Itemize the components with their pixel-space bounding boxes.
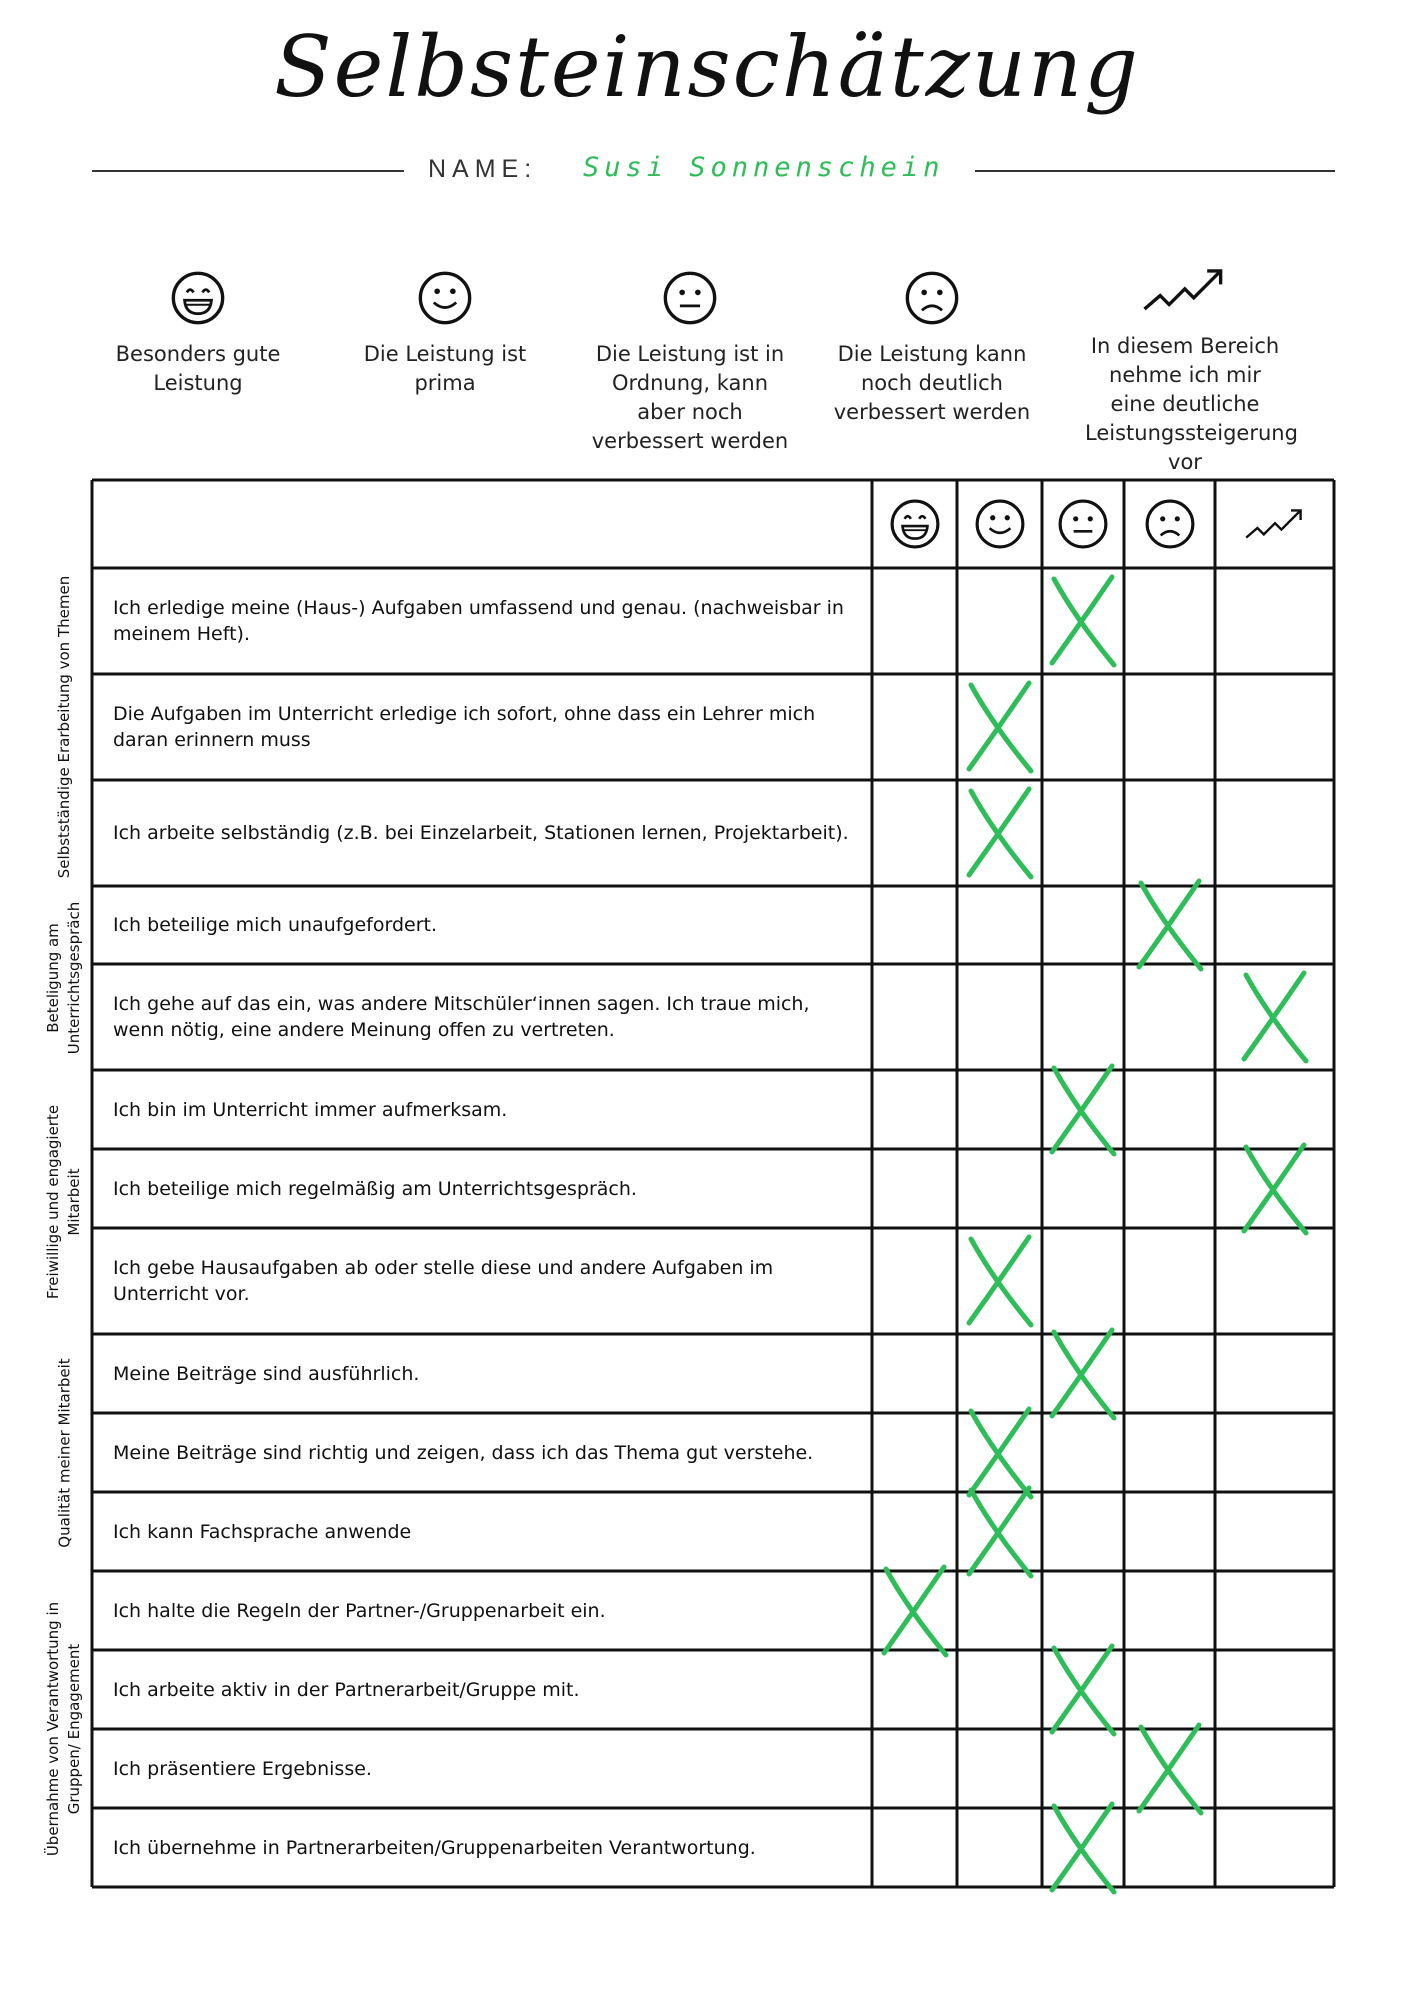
category-label: Qualität meiner Mitarbeit: [54, 1357, 73, 1548]
trend-up-icon: [1243, 504, 1307, 548]
name-rule-right: [975, 170, 1335, 172]
category-label: Beteligung am Unterrichtsgespräch: [44, 901, 83, 1055]
smile-icon: [345, 270, 545, 334]
check-mark[interactable]: [1133, 1721, 1207, 1821]
sad-face-icon: [1144, 498, 1196, 554]
legend-label: Besonders gute Leistung: [115, 342, 281, 395]
name-rule-left: [92, 170, 404, 172]
criterion-text: Die Aufgaben im Unterricht erledige ich sofort, ohne dass ein Lehrer mich daran erinnern muss: [113, 703, 816, 751]
legend-item-5: [1085, 262, 1298, 477]
criterion-text: Ich arbeite selbständig (z.B. bei Einzelarbeit, Stationen lernen, Projektarbeit).: [113, 822, 849, 844]
check-mark[interactable]: [963, 1233, 1037, 1333]
name-value: Susi Sonnenschein: [583, 152, 945, 183]
legend-label: Die Leistung kann noch deutlich verbessert werden: [833, 342, 1031, 424]
sad-face-icon: [832, 270, 1032, 334]
criterion-text: Meine Beiträge sind richtig und zeigen, dass ich das Thema gut verstehe.: [113, 1441, 814, 1464]
criterion-text: Ich gebe Hausaufgaben ab oder stelle diese und andere Aufgaben im Unterricht vor.: [113, 1257, 774, 1305]
criterion-text: Ich übernehme in Partnerarbeiten/Gruppenarbeiten Verantwortung.: [113, 1836, 756, 1859]
check-mark[interactable]: [1046, 573, 1120, 673]
legend-label: In diesem Bereich nehme ich mir eine deutliche Leistungssteigerung vor: [1085, 334, 1298, 474]
legend-item-2: [345, 270, 545, 398]
page-title: Selbsteinschätzung: [274, 18, 1140, 116]
criterion-text: Ich halte die Regeln der Partner-/Gruppenarbeit ein.: [113, 1599, 606, 1622]
check-mark[interactable]: [963, 679, 1037, 779]
neutral-face-icon: [590, 270, 790, 334]
check-mark[interactable]: [1046, 1062, 1120, 1162]
big-grin-icon: [889, 498, 941, 554]
criterion-text: Meine Beiträge sind ausführlich.: [113, 1362, 420, 1385]
criterion-text: Ich arbeite aktiv in der Partnerarbeit/Gruppe mit.: [113, 1678, 580, 1701]
criterion-text: Ich kann Fachsprache anwende: [113, 1520, 412, 1543]
legend-label: Die Leistung ist in Ordnung, kann aber noch verbessert werden: [591, 342, 789, 453]
check-mark[interactable]: [1238, 1141, 1312, 1241]
criterion-text: Ich gehe auf das ein, was andere Mitschüler‘innen sagen. Ich traue mich, wenn nötig, eine andere Meinung offen zu vertreten.: [113, 993, 810, 1041]
check-mark[interactable]: [1046, 1326, 1120, 1426]
smile-icon: [974, 498, 1026, 554]
check-mark[interactable]: [963, 785, 1037, 885]
check-mark[interactable]: [963, 1484, 1037, 1584]
check-mark[interactable]: [1046, 1642, 1120, 1742]
legend-item-3: [590, 270, 790, 456]
neutral-face-icon: [1057, 498, 1109, 554]
category-label: Freiwillige und engagierte Mitarbeit: [44, 1104, 83, 1300]
check-mark[interactable]: [878, 1563, 952, 1663]
criterion-text: Ich präsentiere Ergebnisse.: [113, 1757, 372, 1780]
criterion-text: Ich bin im Unterricht immer aufmerksam.: [113, 1098, 508, 1121]
criterion-text: Ich beteilige mich regelmäßig am Unterrichtsgespräch.: [113, 1177, 637, 1200]
legend-item-1: [98, 270, 298, 398]
check-mark[interactable]: [1133, 877, 1207, 977]
category-label: Selbstständige Erarbeitung von Themen: [54, 575, 73, 879]
check-mark[interactable]: [1046, 1800, 1120, 1900]
legend-label: Die Leistung ist prima: [363, 342, 527, 395]
big-grin-icon: [98, 270, 298, 334]
criterion-text: Ich erledige meine (Haus-) Aufgaben umfassend und genau. (nachweisbar in meinem Heft).: [113, 597, 844, 645]
check-mark[interactable]: [1238, 969, 1312, 1069]
name-label: NAME:: [428, 155, 538, 183]
legend-item-4: [832, 270, 1032, 427]
trend-up-icon: [1085, 262, 1285, 326]
criterion-text: Ich beteilige mich unaufgefordert.: [113, 914, 438, 936]
category-label: Übernahme von Verantwortung in Gruppen/ Engagement: [44, 1601, 83, 1857]
